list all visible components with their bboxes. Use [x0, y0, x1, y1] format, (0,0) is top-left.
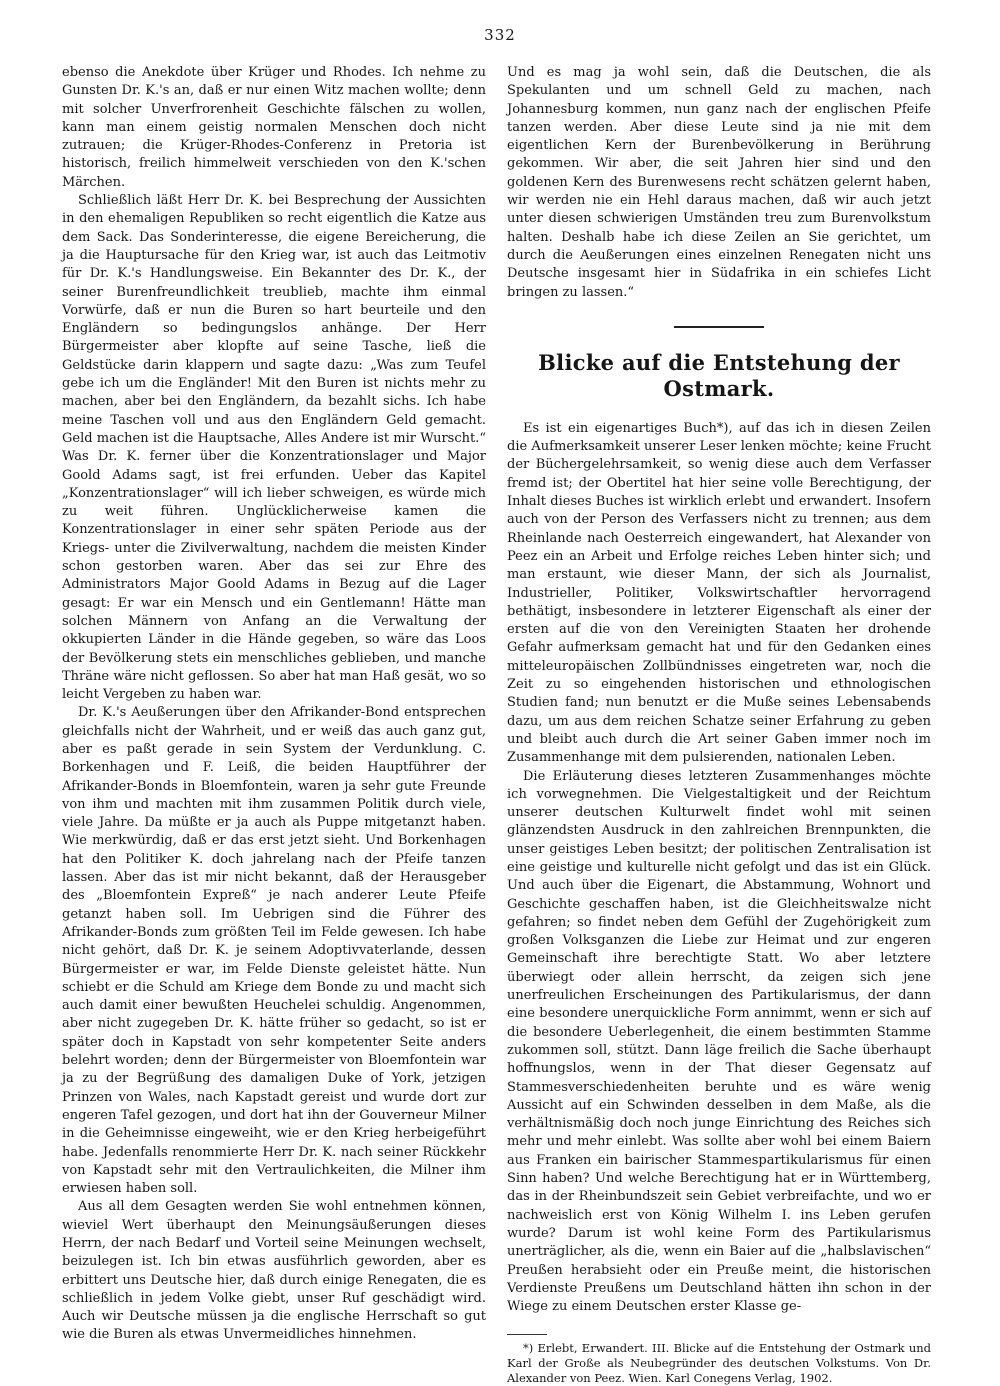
paragraph: Aus all dem Gesagten werden Sie wohl entnehmen können, wieviel Wert überhaupt den Meinungsäußerungen dieses Herrn, der nach Bedarf und Vorteil seine Meinungen wechselt, beizulegen ist. Ich bin etwas ausführlich geworden, aber es erbittert uns Deutsche hier, daß durch einige Renegaten, die es schließlich in jedem Volke giebt, unser Ruf geschädigt wird. Auch wir Deutsche müssen ja die englische Herrschaft so gut wie die Buren als etwas Unvermeidliches hinnehmen. [62, 1199, 486, 1343]
footnote: *) Erlebt, Erwandert. III. Blicke auf die Entstehung der Ostmark und Karl der Große als Neubegründer des deutschen Volkstums. Von Dr. Alexander von Peez. Wien. Karl Conegens Verlag, 1902. [507, 1341, 931, 1386]
left-column [62, 64, 486, 1345]
paragraph: Die Erläuterung dieses letzteren Zusammenhanges möchte ich vorwegnehmen. Die Vielgestaltigkeit und der Reichtum unserer deutschen Kulturwelt findet wohl mit seinen glänzendsten Ausdruck in den zahlreichen Brennpunkten, die unser geistiges Leben besitzt; der politischen Zentralisation ist eine geistige und kulturelle nicht gefolgt und das ist ein Glück. Und auch über die Eigenart, die Abstammung, Wohnort und Geschichte geschaffen haben, ist die Gleichheitswalze nicht gefahren; so findet neben dem Gefühl der Zugehörigkeit zum großen Volksganzen die Liebe zur Heimat und zur engeren Gemeinschaft ihre berechtigte Statt. Wo aber letztere überwiegt oder allein herrscht, da zeigen sich jene unerfreulichen Erscheinungen des Partikularismus, der dann eine besondere unerquickliche Form annimmt, wenn er sich auf die besondere Ueberlegenheit, die einem bestimmten Stamme zukommen soll, stützt. Dann läge freilich die Sache überhaupt hoffnungslos, wenn in der That dieser Gegensatz auf Stammesverschiedenheiten beruhte und es wäre wenig Aussicht auf ein Schwinden desselben in dem Maße, als die verhältnismäßig doch noch junge Einrichtung des Reiches sich mehr und mehr einlebt. Was sollte aber wohl bei einem Baiern aus Franken ein bairischer Stammespartikularismus für einen Sinn haben? Und welche Berechtigung hat er in Württemberg, das in der Rheinbundszeit sein Gebiet verbreifachte, und wo er nachweislich erst von König Wilhelm I. ins Leben gerufen wurde? Darum ist wohl keine Form des Partikularismus unerträglicher, als die, wenn ein Baier auf die „halbslavischen“ Preußen herabsieht oder ein Preuße meint, die historischen Verdienste Preußens um Deutschland hätten ihn schon in der Wiege zu einem Deutschen erster Klasse ge- [507, 768, 931, 1315]
right-column [507, 64, 931, 1386]
paragraph: Schließlich läßt Herr Dr. K. bei Besprechung der Aussichten in den ehemaligen Republiken so recht eigentlich die Katze aus dem Sack. Das Sonderinteresse, die eigene Bereicherung, die ja die Hauptursache für den Krieg war, ist auch das Leitmotiv für Dr. K.'s Handlungsweise. Ein Bekannter des Dr. K., der seiner Burenfreundlichkeit treublieb, machte ihm einmal Vorwürfe, daß er nun die Buren so hart beurteile und den Engländern so bedingungslos anhänge. Der Herr Bürgermeister aber klopfte auf seine Tasche, ließ die Geldstücke darin klappern und sagte dazu: „Was zum Teufel gebe ich um die Engländer! Mit den Buren ist nichts mehr zu machen, aber bei den Engländern, da bezahlt sichs. Ich habe meine Taschen voll und aus den Engländern Geld gemacht. Geld machen ist die Hauptsache, Alles Andere ist mir Wurscht.“ Was Dr. K. ferner über die Konzentrationslager und Major Goold Adams sagt, ist frei erfunden. Ueber das Kapitel „Konzentrationslager“ will ich lieber schweigen, es würde mich zu weit führen. Unglücklicherweise kamen die Konzentrationslager in einer sehr späten Periode aus der Kriegs- unter die Zivilverwaltung, nachdem die meisten Kinder schon gestorben waren. Aber das sei zur Ehre des Administrators Major Goold Adams in Bezug auf die Lager gesagt: Er war ein Mensch und ein Gentlemann! Hätte man solchen Männern von Anfang an die Verwaltung der okkupierten Länder in die Hände gegeben, so wäre das Loos der Bevölkerung stets ein menschliches geblieben, und manche Thräne wäre nicht geflossen. So aber hat man Haß gesät, wo so leicht Vergeben zu haben war. [62, 193, 486, 703]
paragraph: Es ist ein eigenartiges Buch*), auf das ich in diesen Zeilen die Aufmerksamkeit unserer Leser lenken möchte; keine Frucht der Büchergelehrsamkeit, so wenig diese auch dem Verfasser fremd ist; der Obertitel hat hier seine volle Berechtigung, der Inhalt dieses Buches ist wirklich erlebt und erwandert. Insofern auch von der Person des Verfassers nicht zu trennen; aus dem Rheinlande nach Oesterreich eingewandert, hat Alexander von Peez ein an Arbeit und Erfolge reiches Leben hinter sich; und man erstaunt, wie dieser Mann, der sich als Journalist, Industrieller, Politiker, Volkswirtschaftler hervorragend bethätigt, insbesondere in letzterer Eigenschaft als einer der ersten auf die von den Vereinigten Staaten her drohende Gefahr aufmerksam gemacht hat und für den Gedanken eines mitteleuropäischen Zollbündnisses eingetreten war, noch die Zeit zu so eingehenden historischen und ethnologischen Studien fand; nun benutzt er die Muße seines Lebensabends dazu, um aus dem reichen Schatze seiner Erfahrung zu geben und bleibt auch durch die Art seiner Gaben immer noch im Zusammenhange mit dem pulsierenden, nationalen Leben. [507, 420, 931, 766]
paragraph: Dr. K.'s Aeußerungen über den Afrikander-Bond entsprechen gleichfalls nicht der Wahrheit, und er weiß das auch ganz gut, aber es paßt gerade in sein System der Verdunklung. C. Borkenhagen und F. Leiß, die beiden Hauptführer der Afrikander-Bonds in Bloemfontein, waren ja sehr gute Freunde von ihm und machten mit ihm zusammen Politik durch viele, viele Jahre. Da müßte er ja auch als Puppe mitgetanzt haben. Wie merkwürdig, daß er das erst jetzt sieht. Und Borkenhagen hat den Politiker K. doch jahrelang nach der Pfeife tanzen lassen. Aber das ist mir nicht bekannt, daß der Herausgeber des „Bloemfontein Expreß“ je nach anderer Leute Pfeife getanzt haben soll. Im Uebrigen sind die Führer des Afrikander-Bonds zum größten Teil im Felde gewesen. Ich habe nicht gehört, daß Dr. K. je seinem Adoptivvaterlande, dessen Bürgermeister er war, im Felde Dienste geleistet hätte. Nun schiebt er die Schuld am Kriege dem Bonde zu und macht sich auch damit einer bewußten Heuchelei schuldig. Angenommen, aber nicht zugegeben Dr. K. hätte früher so gedacht, so ist er später doch in Kapstadt von sehr kompetenter Seite anders belehrt worden; denn der Bürgermeister von Bloemfontein war ja zu der Begrüßung des damaligen Duke of York, jetzigen Prinzen von Wales, nach Kapstadt gereist und wurde dort zur engeren Tafel gezogen, und dort hat ihn der Gouverneur Milner in die Geheimnisse eingeweiht, wie er den Krieg herbeigeführt habe. Jedenfalls renommierte Herr Dr. K. nach seiner Rückkehr von Kapstadt sehr mit den Vertraulichkeiten, die Milner ihm erwiesen haben soll. [62, 705, 486, 1197]
section-divider [674, 326, 764, 328]
paragraph: ebenso die Anekdote über Krüger und Rhodes. Ich nehme zu Gunsten Dr. K.'s an, daß er nur einen Witz machen wollte; denn mit solcher Unverfrorenheit Geschichte fälschen zu wollen, kann man einem geistig normalen Menschen doch nicht zutrauen; die Krüger-Rhodes-Conferenz in Pretoria ist historisch, freilich himmelweit verschieden von den K.'schen Märchen. [62, 65, 486, 190]
footnote-divider [507, 1334, 547, 1335]
paragraph: Und es mag ja wohl sein, daß die Deutschen, die als Spekulanten und um schnell Geld zu machen, nach Johannesburg kommen, nun ganz nach der englischen Pfeife tanzen werden. Aber diese Leute sind ja nie mit dem eigentlichen Kern der Burenbevölkerung in Berührung gekommen. Wir aber, die seit Jahren hier sind und den goldenen Kern des Burenwesens recht schätzen gelernt haben, wir werden nie ein Hehl daraus machen, daß wir auch jetzt unter diesen schwierigen Umständen treu zum Burenvolkstum halten. Deshalb habe ich diese Zeilen an Sie gerichtet, um durch die Aeußerungen eines einzelnen Renegaten nicht uns Deutsche insgesamt hier in Südafrika in ein schiefes Licht bringen zu lassen.“ [507, 65, 931, 300]
article-title: Blicke auf die Entstehung der Ostmark. [538, 349, 900, 401]
page-number: 332 [484, 26, 516, 44]
